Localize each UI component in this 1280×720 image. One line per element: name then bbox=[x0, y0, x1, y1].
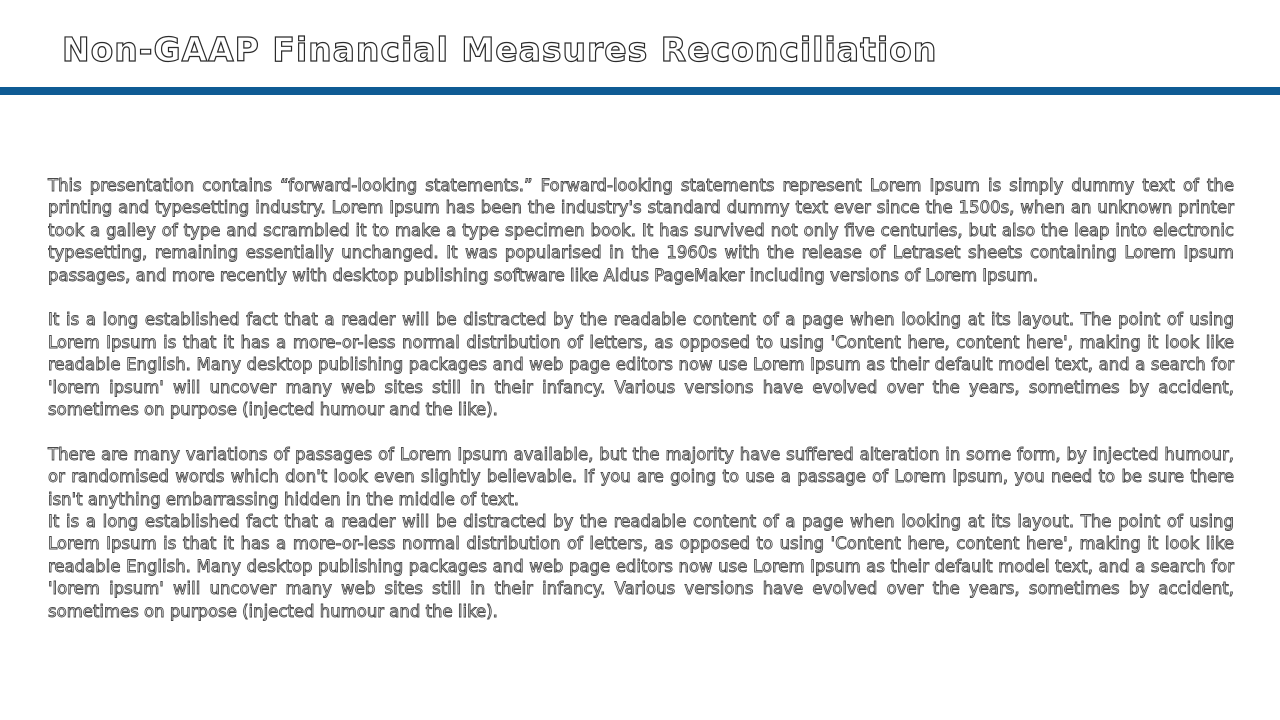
paragraph-variations: There are many variations of passages of Lorem Ipsum available, but the majority have suffered alteration in some form, by injected humour, or randomised words which don't look even slightly believable. If you are going to use a passage of Lorem Ipsum, you need to be sure there isn't anything embarrassing hidden in the middle of text. bbox=[48, 444, 1234, 509]
paragraph-forward-looking: This presentation contains “forward-looking statements.” Forward-looking statements represent Lorem Ipsum is simply dummy text of the printing and typesetting industry. Lorem Ipsum has been the industry's standard dummy text ever since the 1500s, when an unknown printer took a galley of type and scrambled it to make a type specimen book. It has survived not only five centuries, but also the leap into electronic typesetting, remaining essentially unchanged. It was popularised in the 1960s with the release of Letraset sheets containing Lorem Ipsum passages, and more recently with desktop publishing software like Aldus PageMaker including versions of Lorem Ipsum. bbox=[48, 176, 1234, 285]
paragraph-spacer bbox=[48, 421, 1234, 443]
paragraph-readable-content-repeat: It is a long established fact that a reader will be distracted by the readable content of a page when looking at its layout. The point of using Lorem Ipsum is that it has a more-or-less normal distribution of letters, as opposed to using 'Content here, content here', making it look like readable English. Many desktop publishing packages and web page editors now use Lorem Ipsum as their default model text, and a search for 'lorem ipsum' will uncover many web sites still in their infancy. Various versions have evolved over the years, sometimes by accident, sometimes on purpose (injected humour and the like). bbox=[48, 512, 1234, 621]
slide-title: Non-GAAP Financial Measures Reconciliation bbox=[62, 30, 938, 69]
paragraph-spacer bbox=[48, 287, 1234, 309]
title-divider bbox=[0, 87, 1280, 95]
body-text bbox=[48, 175, 1234, 623]
paragraph-readable-content: It is a long established fact that a reader will be distracted by the readable content of a page when looking at its layout. The point of using Lorem Ipsum is that it has a more-or-less normal distribution of letters, as opposed to using 'Content here, content here', making it look like readable English. Many desktop publishing packages and web page editors now use Lorem Ipsum as their default model text, and a search for 'lorem ipsum' will uncover many web sites still in their infancy. Various versions have evolved over the years, sometimes by accident, sometimes on purpose (injected humour and the like). bbox=[48, 310, 1234, 420]
